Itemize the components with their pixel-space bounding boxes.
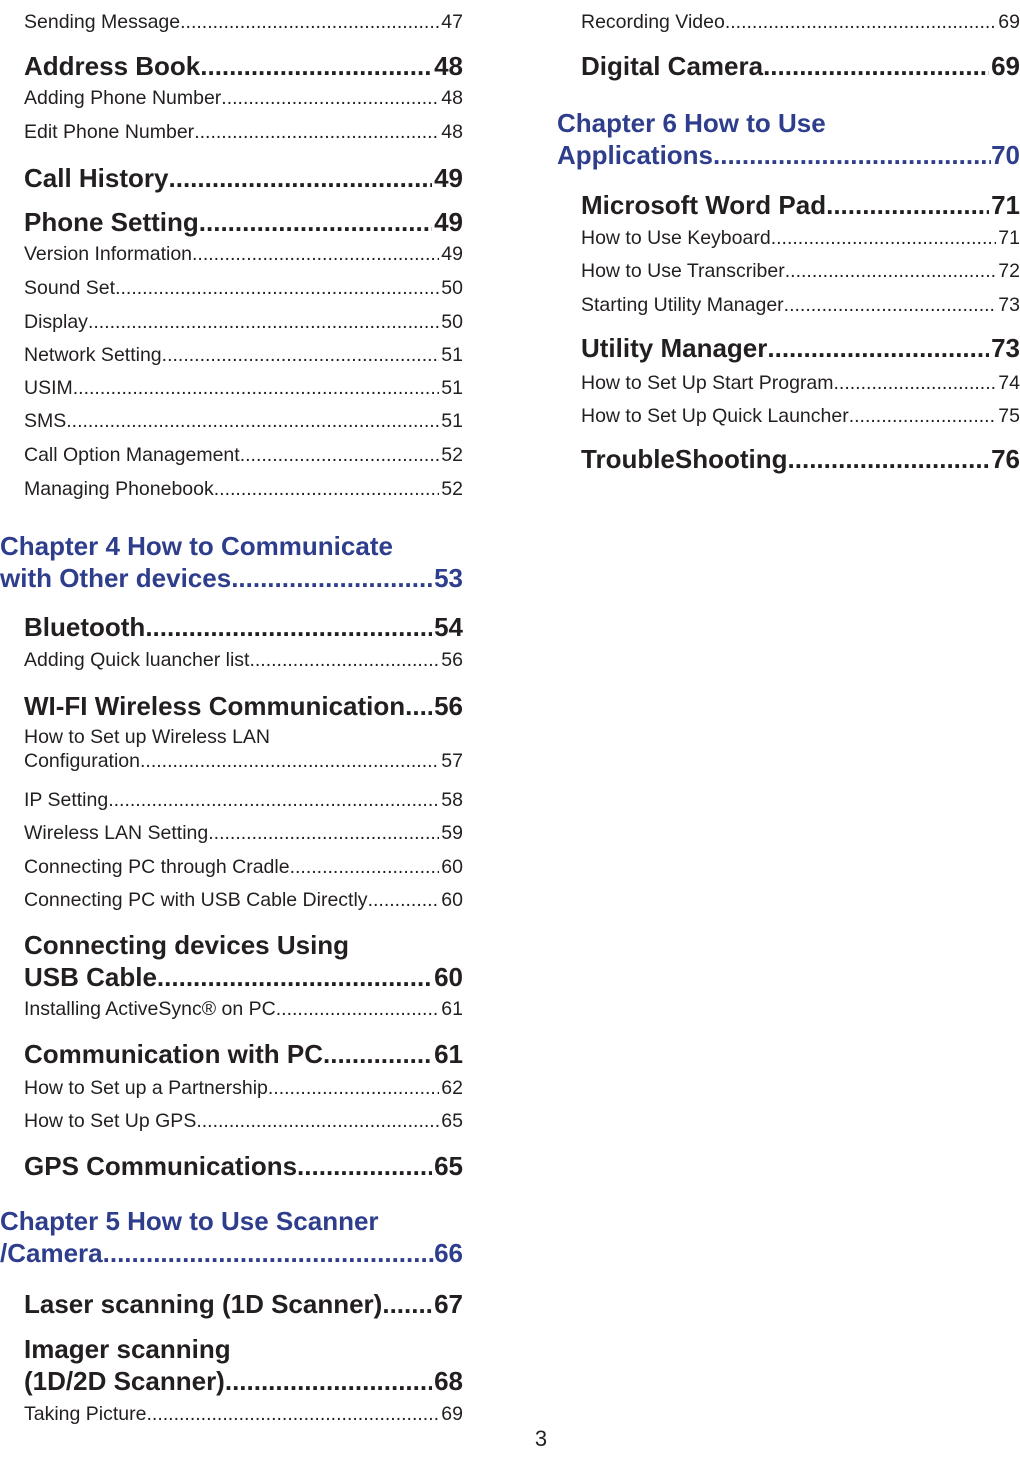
dot-leader — [231, 562, 434, 594]
toc-entry-page: 56 — [441, 649, 463, 671]
dot-leader — [88, 310, 439, 334]
toc-entry-line2 — [0, 562, 463, 594]
toc-entry-chapter-4-how-to-communicate-with-other-devices — [0, 530, 463, 594]
toc-entry-page: 49 — [434, 207, 463, 237]
toc-entry-wi-fi-wireless-communication — [0, 690, 463, 722]
dot-leader — [725, 10, 996, 34]
toc-entry-page: 52 — [441, 478, 463, 500]
toc-entry-label: Address Book — [24, 51, 201, 81]
toc-entry-label: Configuration — [24, 750, 140, 772]
toc-entry-page: 69 — [441, 1403, 463, 1425]
toc-entry-label: Edit Phone Number — [24, 121, 195, 143]
toc-entry-page: 51 — [441, 410, 463, 432]
toc-entry-page: 73 — [991, 333, 1020, 363]
dot-leader — [140, 749, 439, 773]
toc-entry-label: Adding Quick luancher list — [24, 649, 250, 671]
toc-entry-label: Applications — [557, 140, 714, 170]
toc-entry-display — [0, 310, 463, 334]
toc-entry-line2 — [24, 1365, 463, 1397]
dot-leader — [66, 409, 439, 433]
toc-entry-label: Connecting PC through Cradle — [24, 856, 290, 878]
dot-leader — [108, 788, 439, 812]
toc-entry-page: 62 — [441, 1077, 463, 1099]
toc-entry-digital-camera — [557, 50, 1020, 82]
toc-entry-page: 67 — [434, 1289, 463, 1319]
toc-entry-label: Display — [24, 311, 88, 333]
toc-entry-page: 57 — [441, 750, 463, 772]
toc-entry-page: 49 — [441, 243, 463, 265]
toc-entry-label: (1D/2D Scanner) — [24, 1366, 225, 1396]
toc-entry-label: How to Set Up Quick Launcher — [581, 405, 849, 427]
toc-entry-label: Communication with PC — [24, 1039, 323, 1069]
toc-entry-label: TroubleShooting — [581, 444, 788, 474]
toc-entry-page: 48 — [441, 87, 463, 109]
dot-leader — [826, 189, 989, 221]
toc-entry-page: 60 — [434, 962, 463, 992]
toc-entry-connecting-pc-with-usb-cable-directly — [0, 888, 463, 912]
dot-leader — [249, 648, 439, 672]
toc-entry-page: 74 — [998, 372, 1020, 394]
toc-entry-page: 71 — [998, 227, 1020, 249]
toc-entry-label: Taking Picture — [24, 1403, 147, 1425]
dot-leader — [208, 821, 439, 845]
toc-entry-page: 60 — [441, 856, 463, 878]
toc-entry-page: 47 — [441, 11, 463, 33]
dot-leader — [169, 162, 433, 194]
toc-entry-sending-message — [0, 10, 463, 34]
toc-entry-recording-video — [557, 10, 1020, 34]
toc-entry-how-to-set-up-quick-launcher — [557, 404, 1020, 428]
dot-leader — [297, 1150, 432, 1182]
toc-entry-label: Recording Video — [581, 11, 725, 33]
toc-entry-sms — [0, 409, 463, 433]
toc-entry-page: 68 — [434, 1366, 463, 1396]
toc-entry-version-information — [0, 242, 463, 266]
toc-entry-page: 71 — [991, 190, 1020, 220]
dot-leader — [192, 242, 439, 266]
toc-entry-label: Microsoft Word Pad — [581, 190, 827, 220]
toc-entry-how-to-use-transcriber — [557, 259, 1020, 283]
toc-entry-page: 48 — [441, 121, 463, 143]
toc-entry-how-to-set-up-a-partnership — [0, 1076, 463, 1100]
toc-entry-label: IP Setting — [24, 789, 109, 811]
toc-entry-troubleshooting — [557, 443, 1020, 475]
toc-entry-chapter-6-how-to-use-applications — [557, 107, 1020, 171]
toc-entry-line2 — [557, 139, 1020, 171]
toc-entry-label: How to Use Transcriber — [581, 260, 785, 282]
toc-entry-call-history — [0, 162, 463, 194]
toc-entry-label-line1: Connecting devices Using — [24, 930, 350, 960]
toc-entry-page: 49 — [434, 163, 463, 193]
toc-entry-edit-phone-number — [0, 120, 463, 144]
dot-leader — [145, 611, 432, 643]
toc-entry-label-line1: Chapter 4 How to Communicate — [0, 531, 393, 561]
toc-entry-label: /Camera — [0, 1238, 103, 1268]
toc-entry-label: Digital Camera — [581, 51, 764, 81]
toc-entry-installing-activesync-on-pc — [0, 997, 463, 1021]
toc-entry-usim — [0, 376, 463, 400]
toc-entry-how-to-set-up-gps — [0, 1109, 463, 1133]
toc-entry-page: 50 — [441, 277, 463, 299]
toc-entry-bluetooth — [0, 611, 463, 643]
toc-entry-utility-manager — [557, 332, 1020, 364]
toc-entry-label: Call History — [24, 163, 169, 193]
dot-leader — [194, 120, 439, 144]
dot-leader — [784, 293, 997, 317]
toc-entry-how-to-set-up-start-program — [557, 371, 1020, 395]
dot-leader — [225, 1365, 432, 1397]
toc-entry-page: 54 — [434, 612, 463, 642]
toc-entry-taking-picture — [0, 1402, 463, 1426]
toc-entry-ip-setting — [0, 788, 463, 812]
toc-entry-page: 58 — [441, 789, 463, 811]
toc-entry-line2 — [24, 749, 463, 773]
toc-entry-label-line1: Imager scanning — [24, 1334, 231, 1364]
toc-entry-how-to-use-keyboard — [557, 226, 1020, 250]
toc-entry-network-setting — [0, 343, 463, 367]
dot-leader — [368, 888, 440, 912]
toc-entry-label: How to Use Keyboard — [581, 227, 771, 249]
dot-leader — [771, 226, 997, 250]
toc-entry-page: 72 — [998, 260, 1020, 282]
toc-entry-label: Connecting PC with USB Cable Directly — [24, 889, 368, 911]
toc-entry-label: with Other devices — [0, 563, 232, 593]
toc-entry-label-line1: How to Set up Wireless LAN — [24, 726, 271, 748]
toc-entry-connecting-devices-using-usb-cable — [0, 929, 463, 993]
toc-entry-label: Call Option Management — [24, 444, 240, 466]
toc-entry-how-to-set-up-wireless-lan-configuration — [0, 725, 463, 773]
toc-entry-page: 69 — [998, 11, 1020, 33]
dot-leader — [73, 376, 440, 400]
toc-entry-phone-setting — [0, 206, 463, 238]
toc-entry-label: How to Set Up Start Program — [581, 372, 834, 394]
dot-leader — [713, 139, 991, 171]
dot-leader — [240, 443, 440, 467]
dot-leader — [849, 404, 997, 428]
dot-leader — [196, 1109, 439, 1133]
toc-entry-adding-phone-number — [0, 86, 463, 110]
dot-leader — [276, 997, 440, 1021]
toc-entry-call-option-management — [0, 443, 463, 467]
toc-entry-page: 70 — [991, 140, 1020, 170]
toc-entry-adding-quick-luancher-list — [0, 648, 463, 672]
toc-entry-line2 — [24, 961, 463, 993]
toc-entry-label: How to Set Up GPS — [24, 1110, 197, 1132]
toc-entry-page: 51 — [441, 344, 463, 366]
toc-entry-line2 — [0, 1237, 463, 1269]
dot-leader — [180, 10, 439, 34]
toc-entry-label: Utility Manager — [581, 333, 768, 363]
dot-leader — [103, 1237, 434, 1269]
toc-entry-page: 66 — [434, 1238, 463, 1268]
dot-leader — [405, 690, 432, 722]
dot-leader — [214, 477, 440, 501]
toc-entry-label: Installing ActiveSync® on PC — [24, 998, 276, 1020]
dot-leader — [834, 371, 997, 395]
toc-entry-managing-phonebook — [0, 477, 463, 501]
toc-entry-chapter-5-how-to-use-scanner-camera — [0, 1205, 463, 1269]
toc-entry-imager-scanning-1d-2d-scanner — [0, 1333, 463, 1397]
toc-entry-starting-utility-manager — [557, 293, 1020, 317]
dot-leader — [323, 1038, 432, 1070]
toc-entry-label: How to Set up a Partnership — [24, 1077, 268, 1099]
toc-entry-microsoft-word-pad — [557, 189, 1020, 221]
toc-entry-page: 60 — [441, 889, 463, 911]
dot-leader — [162, 343, 440, 367]
toc-entry-page: 61 — [434, 1039, 463, 1069]
toc-entry-connecting-pc-through-cradle — [0, 855, 463, 879]
toc-entry-label: Phone Setting — [24, 207, 199, 237]
toc-entry-label: SMS — [24, 410, 67, 432]
dot-leader — [788, 443, 990, 475]
dot-leader — [290, 855, 440, 879]
toc-entry-page: 61 — [441, 998, 463, 1020]
toc-entry-label: Adding Phone Number — [24, 87, 222, 109]
dot-leader — [221, 86, 439, 110]
toc-entry-page: 65 — [441, 1110, 463, 1132]
toc-entry-page: 56 — [434, 691, 463, 721]
toc-entry-page: 53 — [434, 563, 463, 593]
toc-entry-label: USIM — [24, 377, 73, 399]
toc-entry-label-line1: Chapter 6 How to Use — [557, 108, 826, 138]
dot-leader — [767, 332, 989, 364]
toc-entry-sound-set — [0, 276, 463, 300]
toc-entry-communication-with-pc — [0, 1038, 463, 1070]
toc-entry-gps-communications — [0, 1150, 463, 1182]
toc-entry-page: 76 — [991, 444, 1020, 474]
dot-leader — [268, 1076, 439, 1100]
toc-entry-label: Wireless LAN Setting — [24, 822, 209, 844]
toc-entry-page: 48 — [434, 51, 463, 81]
dot-leader — [382, 1288, 432, 1320]
toc-entry-label: GPS Communications — [24, 1151, 298, 1181]
toc-entry-page: 65 — [434, 1151, 463, 1181]
toc-entry-label-line1: Chapter 5 How to Use Scanner — [0, 1206, 379, 1236]
toc-entry-page: 69 — [991, 51, 1020, 81]
toc-entry-label: Starting Utility Manager — [581, 294, 784, 316]
toc-entry-page: 75 — [998, 405, 1020, 427]
toc-entry-label: WI-FI Wireless Communication — [24, 691, 406, 721]
toc-entry-page: 73 — [998, 294, 1020, 316]
toc-entry-label: Laser scanning (1D Scanner) — [24, 1289, 383, 1319]
toc-entry-address-book — [0, 50, 463, 82]
dot-leader — [785, 259, 997, 283]
page-number: 3 — [534, 1426, 548, 1451]
dot-leader — [763, 50, 989, 82]
toc-entry-page: 52 — [441, 444, 463, 466]
toc-entry-label: Managing Phonebook — [24, 478, 214, 500]
toc-entry-label: Network Setting — [24, 344, 162, 366]
dot-leader — [146, 1402, 439, 1426]
toc-entry-label: Bluetooth — [24, 612, 146, 642]
toc-entry-laser-scanning-1d-scanner — [0, 1288, 463, 1320]
dot-leader — [115, 276, 439, 300]
toc-entry-label: Sound Set — [24, 277, 116, 299]
toc-entry-label: Sending Message — [24, 11, 181, 33]
toc-entry-page: 51 — [441, 377, 463, 399]
toc-entry-page: 59 — [441, 822, 463, 844]
toc-entry-label: USB Cable — [24, 962, 157, 992]
toc-entry-page: 50 — [441, 311, 463, 333]
dot-leader — [200, 50, 432, 82]
dot-leader — [199, 206, 432, 238]
toc-entry-wireless-lan-setting — [0, 821, 463, 845]
dot-leader — [157, 961, 432, 993]
toc-entry-label: Version Information — [24, 243, 193, 265]
